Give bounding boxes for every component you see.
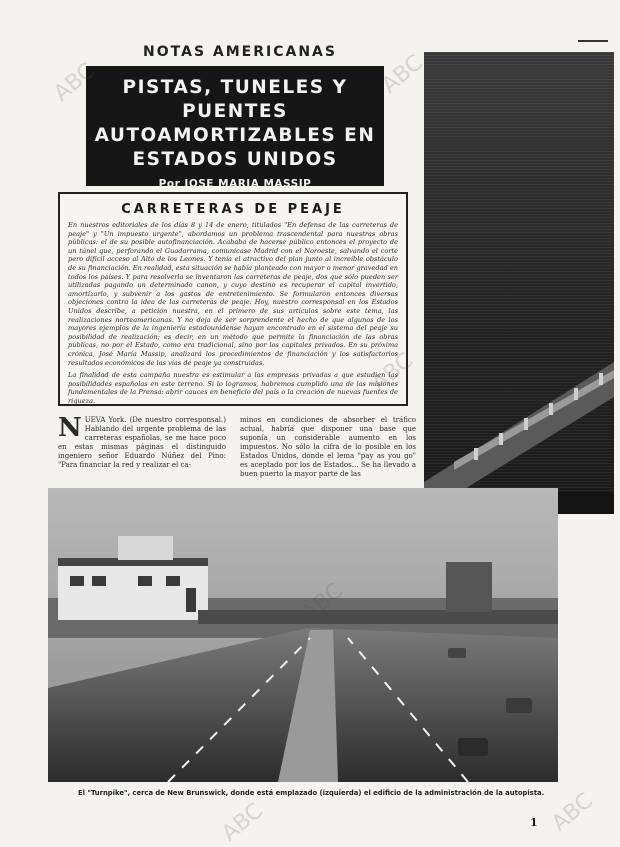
bridge-photo-image	[424, 52, 614, 514]
page-number: 1	[530, 816, 538, 829]
headline-box	[86, 66, 384, 190]
watermark: ABC	[217, 798, 268, 847]
article-column-1	[58, 416, 226, 482]
sidebar-paragraph: En nuestros editoriales de los días 8 y 14 de enero, titulados "En defensa de las carreteras de peaje" y "Un impuesto urgente", abordamos un problema trascendental para nuestras obras públicas: el de su posible autofinanciación. Acababa de hacerse público entonces el proyecto de un túnel que, perforando el Guadarrama, comunicase Madrid con el Noroeste, salvando el corte pero difícil acceso al Alto de los Leones. Y tenía el atractivo del plan junto al increíble obstáculo de su financiación. En realidad, esta situación se había planteado con mayor o menor gravedad en todos los países. Y para resolverla se inventaron las carreteras de peaje, dos que sólo pueden ser utilizadas pagando un determinado canon, y cuyo destino es recuperar el capital invertido, amortizarlo, y subvenir a los gastos de entretenimiento. Se formularon entonces diversas objeciones contra la idea de las carreteras de peaje. Hoy, nuestro corresponsal en los Estados Unidos describe, a petición nuestra, en el primero de sus artículos sobre este tema, las realizaciones norteamericanas. Y no deja de ser sorprendente el hecho de que algunos de los mayores ejemplos de la ingeniería estadounidense hayan encontrado en el sistema del peaje su posibilidad de realización; es decir, en un método que permite la financiación de las obras públicas, no por el Estado, como era tradicional, sino por los capitales privados. En su próxima crónica, José María Massip, analizará los procedimientos de financiación y los satisfactorios resultados económicos de las vías de peaje ya construidas.	[68, 221, 398, 367]
article-byline: Por JOSE MARIA MASSIP	[158, 178, 312, 190]
article-column-2: minos en condiciones de absorber el tráfico actual, habría que disponer una base que suponía un considerable aumento en los impuestos. No sólo la cifra de lo posible en los Estados Unidos, donde el lema "pay as you go" es aceptado por los de Estados... Se ha llevado a buen puerto la mayor parte de las	[240, 416, 416, 478]
turnpike-photo-image	[48, 488, 558, 782]
watermark: ABC	[547, 788, 598, 837]
watermark: ABC	[377, 50, 428, 99]
bridge-photo	[424, 52, 614, 514]
article-text: UEVA York. (De nuestro corresponsal.) Hablando del urgente problema de las carreteras españolas, se me hace poco en estas mismas páginas el distinguido ingeniero señor Eduardo Núñez del Pino: "Para financiar la red y realizar el ca-	[58, 416, 226, 469]
editorial-sidebar	[58, 192, 408, 406]
section-kicker: NOTAS AMERICANAS	[143, 44, 337, 60]
header-rule	[578, 40, 608, 42]
sidebar-title: CARRETERAS DE PEAJE	[121, 202, 345, 217]
watermark: ABC	[49, 58, 100, 107]
photo-caption: El "Turnpike", cerca de New Brunswick, donde está emplazado (izquierda) el edificio de la administración de la autopista.	[78, 789, 545, 797]
article-headline: PISTAS, TUNELES Y PUENTES AUTOAMORTIZABLES EN ESTADOS UNIDOS	[94, 77, 376, 170]
sidebar-paragraph: La finalidad de esta campaña nuestra es estimular a las empresas privadas a que estudien las posibilidades españolas en este terreno. Si lo logramos, habremos cumplido una de las misiones fundamentales de la Prensa: abrir cauces en beneficio del país o la creación de nuevas fuentes de riqueza.	[68, 371, 398, 405]
turnpike-photo	[48, 488, 558, 782]
drop-cap: N	[58, 416, 82, 443]
